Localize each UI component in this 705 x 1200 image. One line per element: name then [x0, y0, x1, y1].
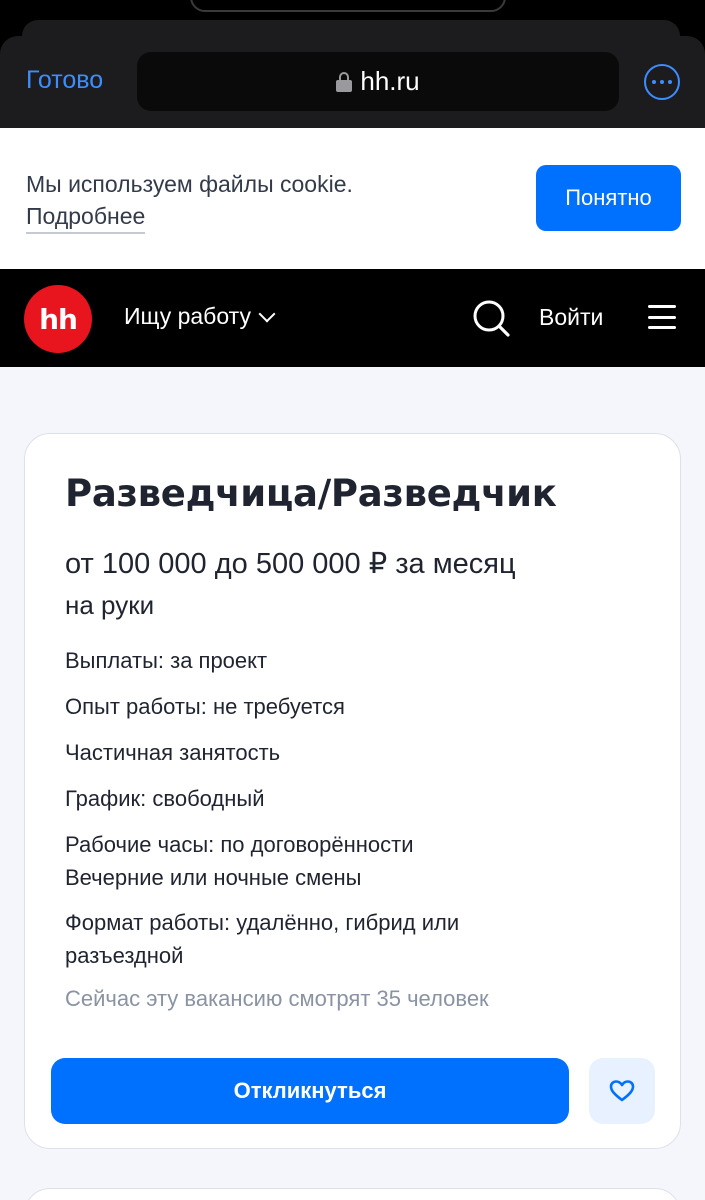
heart-icon: [609, 1079, 635, 1103]
login-link[interactable]: Войти: [539, 304, 604, 330]
done-button[interactable]: Готово: [26, 66, 104, 94]
detail-schedule: График: свободный: [65, 786, 265, 811]
cookie-details-link[interactable]: Подробнее: [26, 200, 145, 234]
cookie-message: Мы используем файлы cookie.: [26, 171, 353, 197]
lock-icon: [336, 72, 352, 92]
browser-chrome: [0, 0, 705, 128]
viewers-count: Сейчас эту вакансию смотрят 35 человек: [65, 986, 489, 1011]
hh-logo[interactable]: hh: [24, 285, 92, 353]
cookie-banner: [0, 128, 705, 269]
vacancy-title: Разведчица/Разведчик: [65, 472, 557, 515]
detail-employment: Частичная занятость: [65, 740, 281, 765]
role-switcher-label: Ищу работу: [124, 303, 251, 329]
chevron-down-icon: [258, 305, 275, 322]
detail-payments: Выплаты: за проект: [65, 648, 268, 673]
site-header: [0, 269, 705, 367]
detail-experience: Опыт работы: не требуется: [65, 694, 345, 719]
vacancy-salary: от 100 000 до 500 000 ₽ за месяц: [65, 548, 516, 580]
role-switcher[interactable]: [124, 303, 273, 330]
detail-work-format: Формат работы: удалённо, гибрид или разъездной: [65, 910, 460, 968]
more-options-icon[interactable]: [644, 64, 680, 100]
cookie-accept-button[interactable]: Понятно: [536, 165, 681, 231]
favorite-button[interactable]: [589, 1058, 655, 1124]
address-bar[interactable]: [137, 52, 619, 111]
salary-note: на руки: [65, 590, 155, 620]
detail-working-hours: Рабочие часы: по договорённости Вечерние или ночные смены: [65, 832, 414, 890]
search-icon[interactable]: [472, 299, 510, 337]
dynamic-island: [190, 0, 506, 12]
apply-button[interactable]: Откликнуться: [51, 1058, 569, 1124]
hamburger-menu-icon[interactable]: [648, 305, 676, 329]
next-vacancy-card: [24, 1188, 681, 1200]
url-text: hh.ru: [360, 66, 420, 96]
vacancy-card: [24, 433, 681, 1149]
